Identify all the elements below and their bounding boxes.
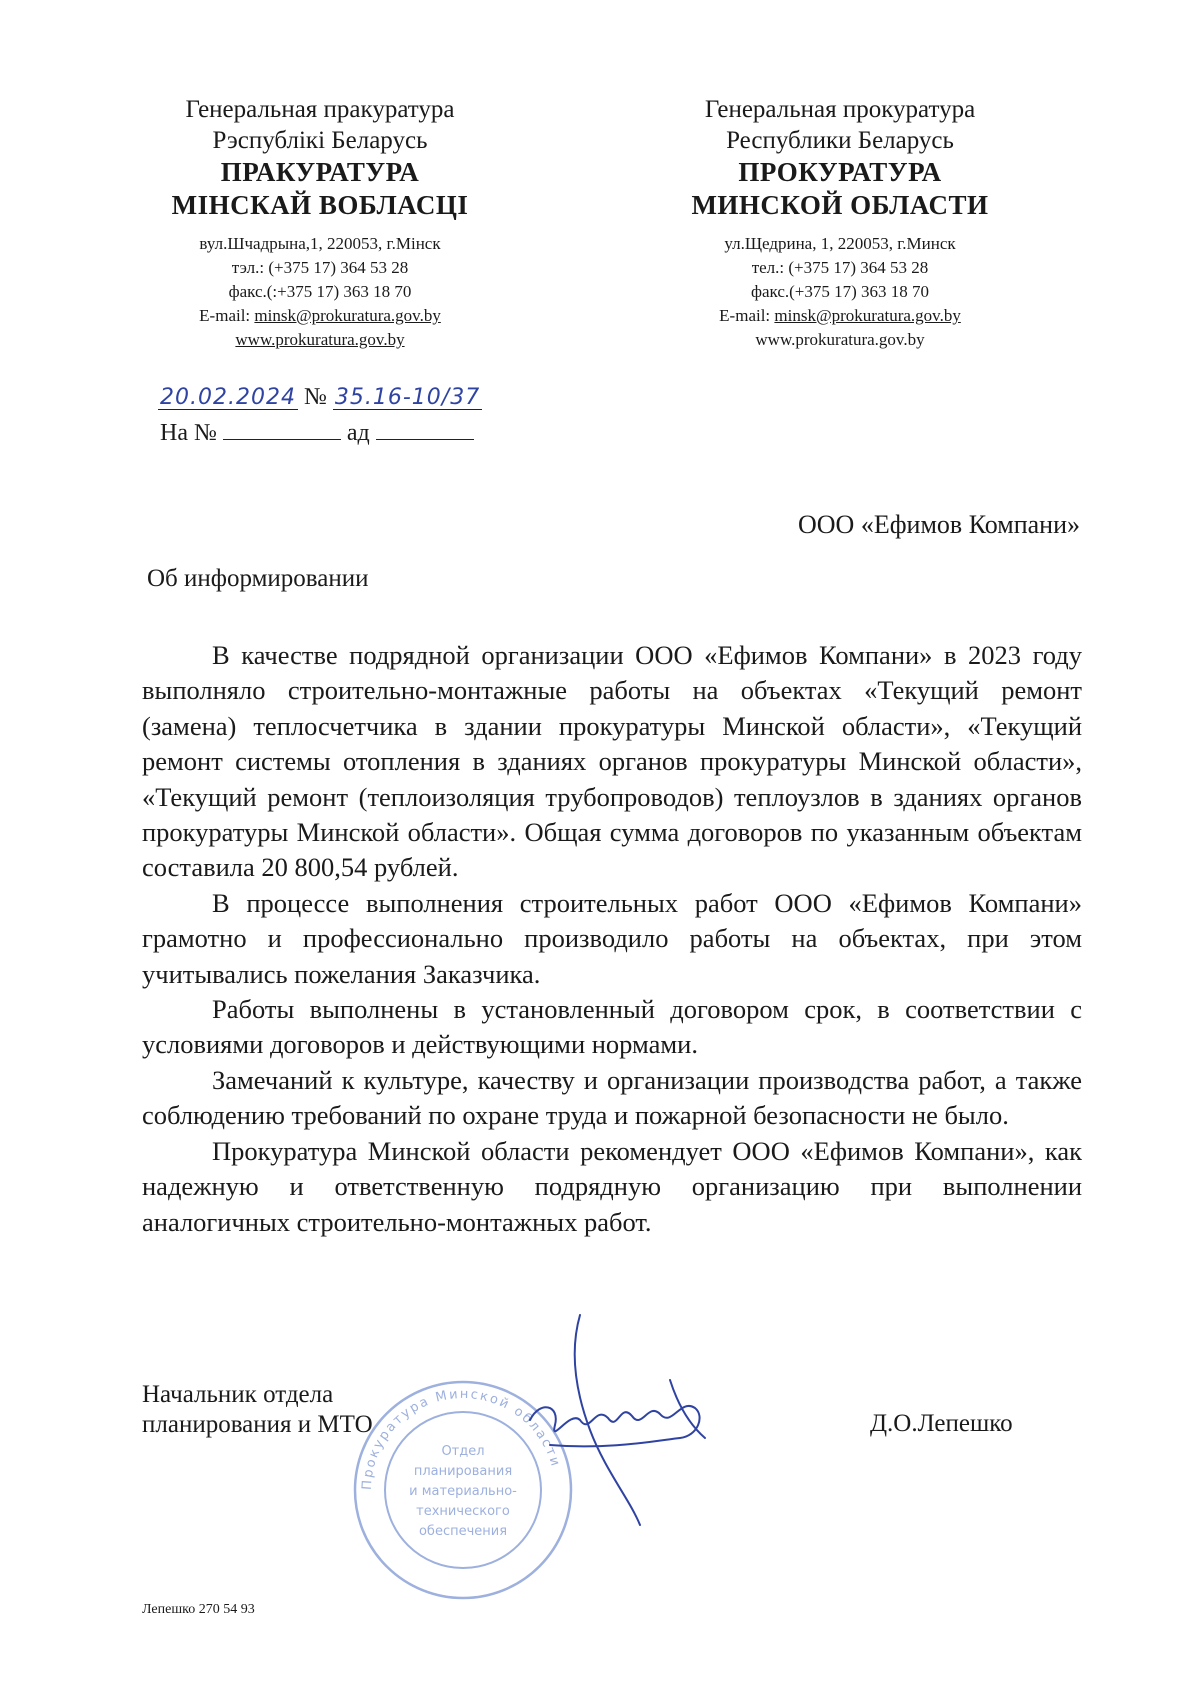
body-paragraph: В качестве подрядной организации ООО «Ефимов Компани» в 2023 году выполняло строительно-монтажные работы на объектах «Текущий ремонт (замена) теплосчетчика в здании прокуратуры Минской области», «Текущий ремонт системы отопления в зданиях органов прокуратуры Минской области», «Текущий ремонт (теплоизоляция трубопроводов) теплоузлов в зданиях органов прокуратуры Минской области». Общая сумма договоров по указанным объектам составила 20 800,54 рублей. — [142, 640, 1082, 883]
letterhead-belarusian — [150, 94, 490, 352]
header-ru-email-label: E-mail: — [719, 306, 775, 325]
header-by-line1: Генеральная пракуратура — [185, 96, 455, 123]
stamp-inner-line: обеспечения — [418, 1524, 508, 1539]
header-by-email-label: E-mail: — [199, 306, 255, 325]
header-by-line2: Рэспублікі Беларусь — [212, 127, 428, 154]
header-by-fax: факс.(:+375 17) 363 18 70 — [228, 282, 412, 301]
letterhead-russian — [650, 94, 1030, 352]
header-ru-email-row — [650, 304, 1030, 328]
header-by-website-link[interactable]: www.prokuratura.gov.by — [235, 330, 405, 349]
signatory-position — [142, 1380, 373, 1440]
signatory-name: Д.О.Лепешко — [870, 1410, 1013, 1437]
signatory-position-line2: планирования и МТО — [142, 1411, 373, 1438]
stamp-inner-line: и материально- — [409, 1484, 517, 1499]
executor-note: Лепешко 270 54 93 — [142, 1602, 255, 1617]
header-by-email-link[interactable]: minsk@prokuratura.gov.by — [254, 306, 441, 325]
handwritten-signature — [520, 1310, 720, 1540]
header-ru-contacts — [650, 232, 1030, 352]
recipient: ООО «Ефимов Компани» — [798, 510, 1080, 539]
header-by-org-line1: ПРАКУРАТУРА — [220, 157, 420, 187]
header-ru-email-link[interactable]: minsk@prokuratura.gov.by — [774, 306, 961, 325]
stamp-inner-text — [409, 1444, 517, 1539]
stamp-inner-line: технического — [416, 1504, 510, 1519]
reply-number-label: На № — [160, 420, 217, 446]
registration-line — [158, 384, 482, 411]
registration-number-label: № — [303, 384, 327, 410]
header-ru-fax: факс.(+375 17) 363 18 70 — [750, 282, 930, 301]
header-by-contacts — [150, 232, 490, 352]
body-paragraph: В процессе выполнения строительных работ ООО «Ефимов Компани» грамотно и профессионально производило работы на объектах, при этом учитывались пожелания Заказчика. — [142, 887, 1082, 989]
reply-date-blank — [376, 439, 474, 440]
body-paragraph: Замечаний к культуре, качеству и организации производства работ, а также соблюдению требований по охране труда и пожарной безопасности не было. — [142, 1064, 1082, 1131]
header-by-address: вул.Шчадрына,1, 220053, г.Мінск — [199, 234, 441, 253]
reply-from-label: ад — [346, 420, 370, 446]
letter-body — [142, 638, 1082, 1240]
registration-date: 20.02.2024 — [160, 385, 296, 410]
signatory-position-line1: Начальник отдела — [142, 1381, 334, 1408]
header-ru-line1: Генеральная прокуратура — [704, 96, 976, 123]
header-by-phone: тэл.: (+375 17) 364 53 28 — [231, 258, 409, 277]
header-ru-address: ул.Щедрина, 1, 220053, г.Минск — [724, 234, 956, 253]
header-ru-org-line2: МИНСКОЙ ОБЛАСТИ — [691, 190, 989, 220]
stamp-ring-text: Прокуратура Минской области — [359, 1386, 564, 1491]
reply-reference-line — [160, 420, 474, 447]
header-by-email-row — [150, 304, 490, 328]
header-ru-website: www.prokuratura.gov.by — [755, 330, 925, 349]
header-by-org-line2: МІНСКАЙ ВОБЛАСЦІ — [171, 190, 469, 220]
header-ru-phone: тел.: (+375 17) 364 53 28 — [751, 258, 929, 277]
header-ru-line2: Республики Беларусь — [726, 127, 954, 154]
stamp-inner-line: планирования — [413, 1464, 513, 1479]
reply-number-blank — [223, 439, 341, 440]
body-paragraph: Работы выполнены в установленный договором срок, в соответствии с условиями договоров и действующими нормами. — [142, 994, 1082, 1060]
stamp-inner-line: Отдел — [441, 1444, 485, 1459]
registration-number: 35.16-10/37 — [334, 385, 481, 410]
letter-subject: Об информировании — [147, 565, 369, 592]
body-paragraph: Прокуратура Минской области рекомендует ООО «Ефимов Компани», как надежную и ответственную подрядную организацию при выполнении аналогичных строительно-монтажных работ. — [142, 1135, 1082, 1237]
header-ru-org-line1: ПРОКУРАТУРА — [738, 157, 942, 187]
